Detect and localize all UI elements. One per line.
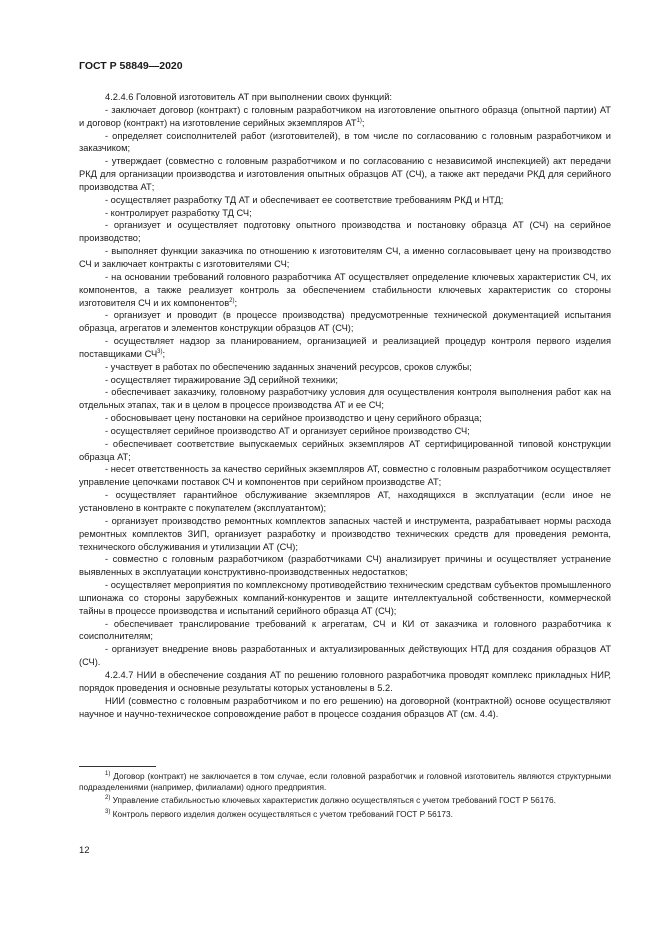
paragraph-text: - утверждает (совместно с головным разработчиком и по согласованию с независимой инспекцией) акт передачи РКД для организации производства и изготовления опытных образцов АТ (СЧ), а также акт передачи РКД для серийного производства АТ; (79, 156, 611, 192)
paragraph-text: 4.2.4.6 Головной изготовитель АТ при выполнении своих функций: (105, 92, 392, 102)
paragraph-text: НИИ (совместно с головным разработчиком и по его решению) на договорной (контрактной) основе осуществляют научное и научно-техническое сопровождение работ в процессе создания образцов АТ (см. 4.4). (79, 695, 611, 719)
paragraph (79, 618, 611, 644)
footnote-ref: 1) (356, 117, 362, 124)
paragraph (79, 489, 611, 515)
paragraph (79, 245, 611, 271)
paragraph-text: - заключает договор (контракт) с головным разработчиком на изготовление опытного образца (опытной партии) АТ и договор (контракт) на изготовление серийных экземпляров АТ (79, 104, 611, 128)
paragraph (79, 207, 611, 220)
main-text (79, 91, 611, 720)
footnote-text: Контроль первого изделия должен осуществляться с учетом требований ГОСТ Р 56173. (112, 808, 453, 819)
paragraph (79, 271, 611, 310)
paragraph (79, 91, 611, 104)
paragraph (79, 463, 611, 489)
paragraph-text: - обеспечивает заказчику, головному разработчику условия для осуществления контроля выполнения работ как на отдельных этапах, так и в целом в процессе производства АТ и ее СЧ; (79, 387, 611, 411)
footnote (79, 795, 611, 806)
paragraph (79, 579, 611, 618)
paragraph-text: - осуществляет серийное производство АТ и организует серийное производство СЧ; (105, 425, 470, 436)
paragraph-text: 4.2.4.7 НИИ в обеспечение создания АТ по решению головного разработчика проводят комплекс прикладных НИР, порядок проведения и основные результаты которых установлены в 5.2. (79, 669, 611, 693)
footnote-mark: 3) (105, 808, 111, 815)
page-number: 12 (79, 845, 90, 856)
paragraph-text: - участвует в работах по обеспечению заданных значений ресурсов, сроков службы; (105, 361, 472, 372)
paragraph-tail: ; (234, 297, 238, 308)
paragraph-text: - осуществляет надзор за планированием, организацией и реализацией процедур контроля первого изделия поставщиками СЧ (79, 336, 611, 359)
footnote-mark: 2) (105, 795, 111, 802)
footnote-mark: 1) (105, 771, 111, 777)
paragraph-text: - организует и проводит (в процессе производства) предусмотренные технической документацией испытания образца, агрегатов и элементов конструкции образцов АТ (СЧ); (79, 310, 611, 334)
paragraph (79, 374, 611, 387)
paragraph (79, 130, 611, 156)
paragraph (79, 425, 611, 438)
document-header: ГОСТ Р 58849—2020 (79, 60, 183, 72)
paragraph (79, 412, 611, 425)
footnote (79, 809, 611, 820)
paragraph-tail: ; (361, 117, 365, 128)
paragraph-text: - совместно с головным разработчиком (разработчиками СЧ) анализирует причины и осуществляет устранение выявленных в эксплуатации конструктивно-производственных недостатков; (79, 554, 611, 578)
paragraph-tail: ; (162, 348, 166, 359)
paragraph (79, 386, 611, 412)
paragraph-text: - организует и осуществляет подготовку опытного производства и постановку образца АТ (СЧ) на серийное производство; (79, 220, 611, 244)
paragraph-text: - несет ответственность за качество серийных экземпляров АТ, совместно с головным разработчиком осуществляет управление цепочками поставок СЧ и компонентов при серийном производстве АТ; (79, 464, 611, 488)
paragraph-text: - осуществляет разработку ТД АТ и обеспечивает ее соответствие требованиям РКД и НТД; (105, 194, 504, 205)
footnote-divider (79, 766, 156, 767)
footnote-ref: 2) (229, 297, 235, 304)
paragraph (79, 438, 611, 464)
footnote-text: Управление стабильностью ключевых характеристик должно осуществляться с учетом требований ГОСТ Р 56176. (112, 795, 556, 806)
paragraph (79, 194, 611, 207)
paragraph (79, 669, 611, 695)
paragraph-text: - выполняет функции заказчика по отношению к изготовителям СЧ, а именно согласовывает цену на производство СЧ и заключает контракты с изготовителями СЧ; (79, 246, 611, 269)
paragraph (79, 219, 611, 245)
footnote-text: Договор (контракт) не заключается в том случае, если головной разработчик и головной изготовитель являются структурными подразделениями (например, филиалами) одного предприятия. (79, 771, 611, 793)
paragraph (79, 335, 611, 361)
paragraph-text: - контролирует разработку ТД СЧ; (105, 207, 252, 218)
paragraph-text: - организует производство ремонтных комплектов запасных частей и инструмента, разрабатывает нормы расхода ремонтных комплектов ЗИП, организует разработку и производство технических средств для проведения ремонта, технического обслуживания и утилизации АТ (СЧ); (79, 515, 611, 552)
paragraph-text: - осуществляет мероприятия по комплексному противодействию техническим средствам субъектов промышленного шпионажа со стороны зарубежных компаний-конкурентов и защите интеллектуальной собственности, коммерческой тайны в процессе производства и испытаний серийного образца АТ (СЧ); (79, 580, 611, 616)
footnotes (79, 771, 611, 822)
paragraph (79, 361, 611, 374)
footnote (79, 771, 611, 793)
paragraph-text: - определяет соисполнителей работ (изготовителей), в том числе по согласованию с головным разработчиком и заказчиком; (79, 130, 611, 154)
paragraph-text: - осуществляет гарантийное обслуживание экземпляров АТ, находящихся в эксплуатации (если иное не установлено в контракте с покупателем (эксплуатантом); (79, 490, 611, 513)
paragraph (79, 104, 611, 130)
paragraph-text: - осуществляет тиражирование ЭД серийной техники; (105, 374, 338, 385)
paragraph (79, 515, 611, 554)
paragraph-text: - обеспечивает соответствие выпускаемых серийных экземпляров АТ сертифицированной типовой конструкции образца АТ; (79, 438, 611, 462)
paragraph (79, 553, 611, 579)
footnote-ref: 3) (157, 348, 163, 355)
paragraph (79, 155, 611, 194)
paragraph-text: - обосновывает цену постановки на серийное производство и цену серийного образца; (105, 413, 482, 424)
paragraph (79, 643, 611, 669)
paragraph-text: - обеспечивает транслирование требований к агрегатам, СЧ и КИ от заказчика и головного разработчика к соисполнителям; (79, 618, 611, 642)
paragraph (79, 695, 611, 721)
paragraph (79, 309, 611, 335)
paragraph-text: - организует внедрение вновь разработанных и актуализированных действующих НТД для создания образцов АТ (СЧ). (79, 644, 611, 668)
paragraph-text: - на основании требований головного разработчика АТ осуществляет определение ключевых характеристик СЧ, их компонентов, а также реализует контроль за обеспечением стабильности ключевых характеристик со стороны изготовителя СЧ и их компонентов (79, 271, 611, 308)
